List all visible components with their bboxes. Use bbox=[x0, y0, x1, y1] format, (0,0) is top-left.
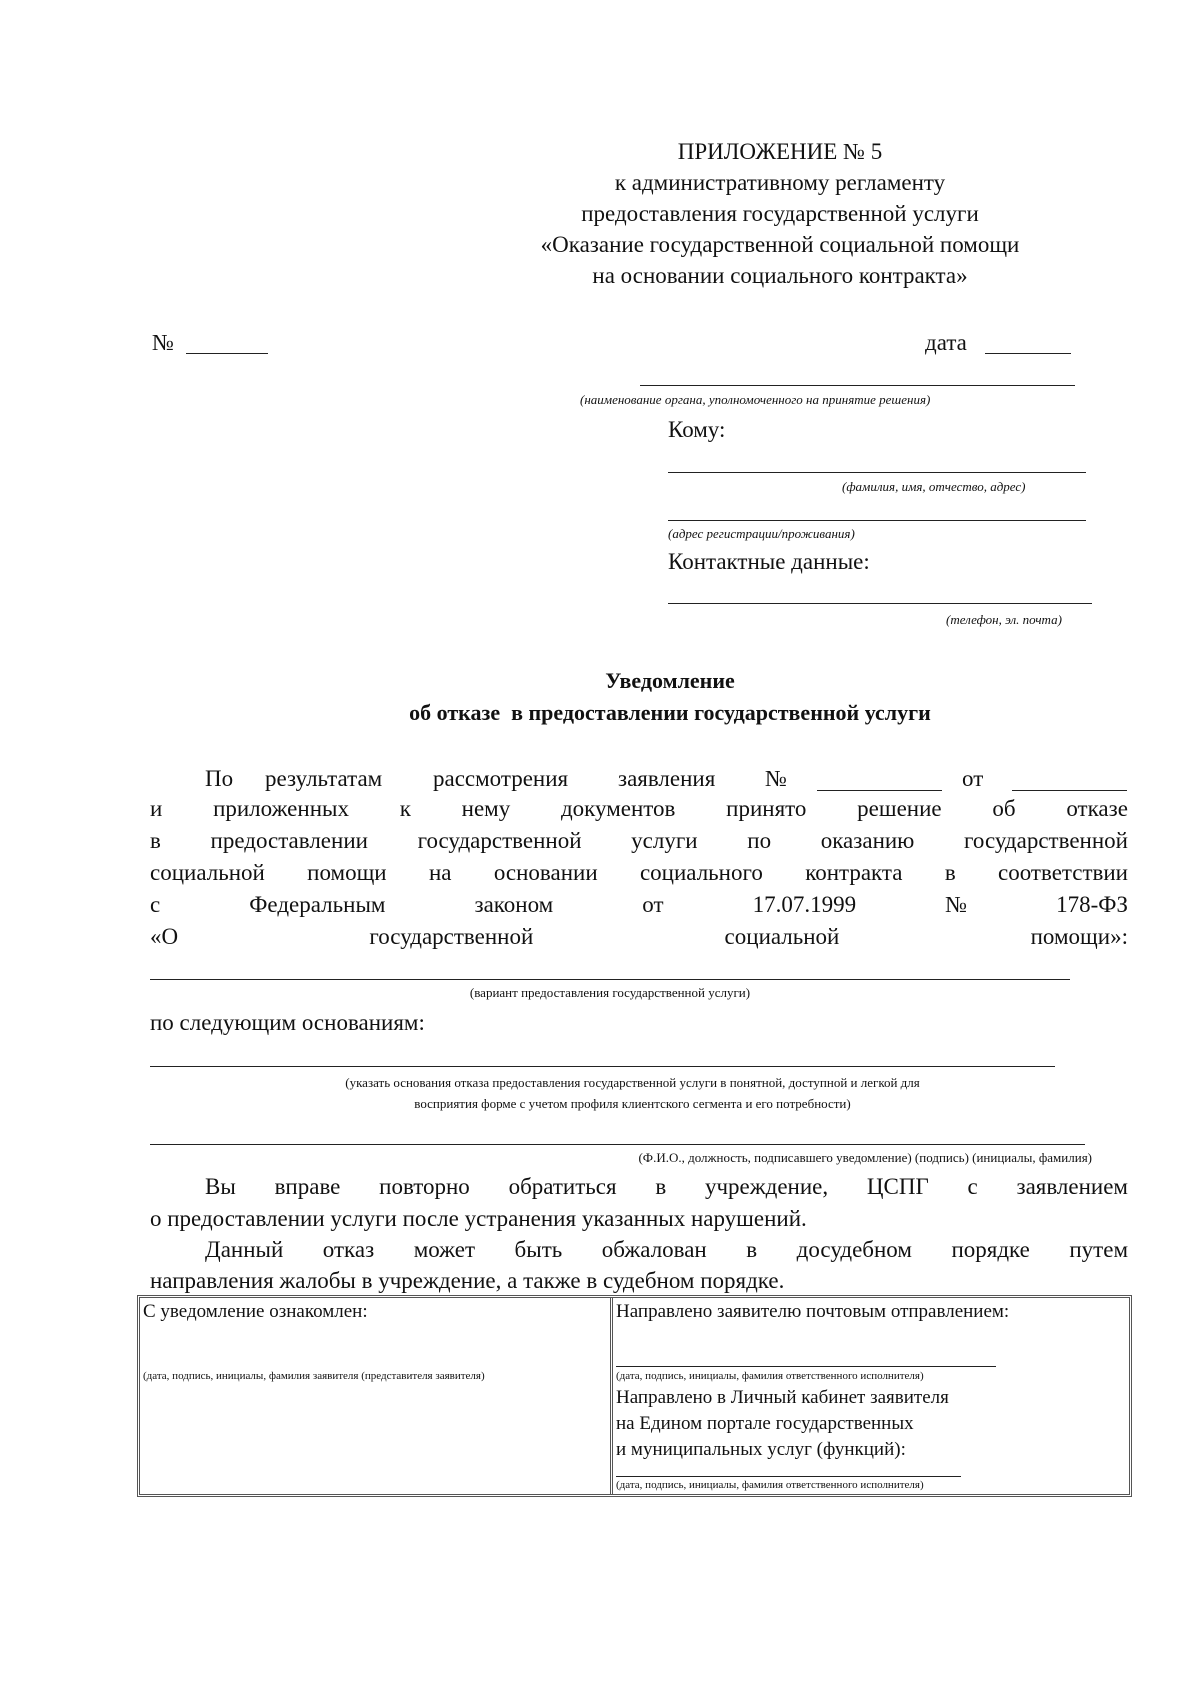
word: оказанию bbox=[820, 828, 915, 853]
word: принято bbox=[726, 796, 807, 821]
acknowledged-label: С уведомление ознакомлен: bbox=[143, 1301, 368, 1322]
word: № bbox=[945, 892, 968, 917]
application-date-field[interactable] bbox=[1012, 790, 1127, 791]
appeal-line-2: направления жалобы в учреждение, а также в судебном порядке. bbox=[150, 1268, 785, 1293]
table-cell-right bbox=[613, 1298, 1129, 1494]
body-line-3 bbox=[150, 828, 1128, 854]
annex-line-3: «Оказание государственной социальной помощи bbox=[540, 232, 1020, 257]
body-line-5 bbox=[150, 892, 1128, 918]
recipient-address-field[interactable] bbox=[668, 520, 1086, 521]
signer-field[interactable] bbox=[150, 1144, 1085, 1145]
signer-hint: (Ф.И.О., должность, подписавшего уведомление) (подпись) (инициалы, фамилия) bbox=[638, 1150, 1092, 1165]
word: в bbox=[944, 860, 956, 885]
date-label: дата bbox=[925, 330, 967, 355]
word: рассмотрения bbox=[433, 766, 569, 791]
word: предоставлении bbox=[210, 828, 368, 853]
word: «О bbox=[150, 924, 179, 949]
word: услуги bbox=[631, 828, 698, 853]
word: основании bbox=[493, 860, 598, 885]
notice-subtitle: об отказе в предоставлении государственной услуги bbox=[409, 700, 931, 725]
date-field[interactable] bbox=[985, 353, 1071, 354]
annex-line-2: предоставления государственной услуги bbox=[581, 201, 979, 226]
body-line-2 bbox=[150, 796, 1128, 822]
word: Федеральным bbox=[249, 892, 386, 917]
word: государственной bbox=[964, 828, 1128, 853]
word: результатам bbox=[265, 766, 383, 791]
word: на bbox=[428, 860, 452, 885]
number-field[interactable] bbox=[186, 353, 268, 354]
grounds-hint-1: (указать основания отказа предоставления государственной услуги в понятной, доступной и легкой для bbox=[345, 1075, 920, 1090]
cabinet-hint: (дата, подпись, инициалы, фамилия ответственного исполнителя) bbox=[616, 1479, 924, 1491]
grounds-label: по следующим основаниям: bbox=[150, 1010, 425, 1035]
word: решение bbox=[857, 796, 942, 821]
word: к bbox=[399, 796, 411, 821]
body-line-4 bbox=[150, 860, 1128, 886]
word: от bbox=[642, 892, 664, 917]
word: социального bbox=[639, 860, 763, 885]
cabinet-field[interactable] bbox=[616, 1476, 961, 1477]
word: государственной bbox=[417, 828, 582, 853]
contacts-field[interactable] bbox=[668, 603, 1092, 604]
grounds-field[interactable] bbox=[150, 1066, 1055, 1067]
body-line-6 bbox=[150, 924, 1128, 950]
delivery-table bbox=[137, 1295, 1132, 1497]
body-line-1 bbox=[205, 766, 1127, 796]
word: с bbox=[150, 892, 161, 917]
word: заявления bbox=[618, 766, 716, 791]
to-label: Кому: bbox=[668, 417, 726, 442]
word: помощи»: bbox=[1030, 924, 1128, 949]
acknowledged-hint: (дата, подпись, инициалы, фамилия заявителя (представителя заявителя) bbox=[143, 1370, 485, 1382]
contacts-label: Контактные данные: bbox=[668, 549, 870, 574]
word: по bbox=[747, 828, 772, 853]
word: нему bbox=[461, 796, 511, 821]
postal-field[interactable] bbox=[616, 1366, 996, 1367]
word: 178-ФЗ bbox=[1056, 892, 1128, 917]
annex-block bbox=[500, 136, 1060, 291]
word: приложенных bbox=[213, 796, 349, 821]
cabinet-line-3: и муниципальных услуг (функций): bbox=[616, 1439, 906, 1460]
recipient-address-hint: (адрес регистрации/проживания) bbox=[668, 526, 855, 541]
contacts-hint: (телефон, эл. почта) bbox=[946, 612, 1062, 627]
repeat-line-1: Вы вправе повторно обратиться в учреждение, ЦСПГ с заявлением bbox=[205, 1174, 1128, 1199]
postal-label: Направлено заявителю почтовым отправлением: bbox=[616, 1301, 1010, 1322]
repeat-line-2: о предоставлении услуги после устранения указанных нарушений. bbox=[150, 1206, 807, 1231]
annex-title: ПРИЛОЖЕНИЕ № 5 bbox=[677, 139, 883, 164]
notice-title: Уведомление bbox=[605, 668, 735, 693]
word: социальной bbox=[724, 924, 840, 949]
recipient-name-field[interactable] bbox=[668, 472, 1086, 473]
grounds-hint-2: восприятия форме с учетом профиля клиентского сегмента и его потребности) bbox=[414, 1096, 851, 1111]
org-hint: (наименование органа, уполномоченного на принятие решения) bbox=[580, 392, 931, 407]
application-number-field[interactable] bbox=[817, 790, 942, 791]
appeal-line-1: Данный отказ может быть обжалован в досудебном порядке путем bbox=[205, 1237, 1128, 1262]
variant-hint: (вариант предоставления государственной услуги) bbox=[469, 985, 751, 1000]
word: 17.07.1999 bbox=[752, 892, 857, 917]
recipient-name-hint: (фамилия, имя, отчество, адрес) bbox=[842, 479, 1026, 494]
table-cell-left bbox=[140, 1298, 613, 1494]
word: помощи bbox=[307, 860, 387, 885]
word: от bbox=[962, 766, 984, 791]
number-label: № bbox=[152, 330, 174, 355]
postal-hint: (дата, подпись, инициалы, фамилия ответственного исполнителя) bbox=[616, 1370, 924, 1382]
word: государственной bbox=[369, 924, 534, 949]
cabinet-line-1: Направлено в Личный кабинет заявителя bbox=[616, 1387, 949, 1408]
word: № bbox=[765, 766, 787, 791]
word: отказе bbox=[1066, 796, 1128, 821]
cabinet-line-2: на Едином портале государственных bbox=[616, 1413, 914, 1434]
variant-field[interactable] bbox=[150, 979, 1070, 980]
word: документов bbox=[560, 796, 676, 821]
word: контракта bbox=[805, 860, 903, 885]
word: социальной bbox=[150, 860, 265, 885]
word: По bbox=[205, 766, 234, 791]
word: об bbox=[992, 796, 1016, 821]
word: и bbox=[150, 796, 163, 821]
word: соответствии bbox=[998, 860, 1128, 885]
org-field[interactable] bbox=[640, 385, 1075, 386]
word: законом bbox=[474, 892, 554, 917]
annex-line-4: на основании социального контракта» bbox=[592, 263, 968, 288]
annex-line-1: к административному регламенту bbox=[614, 170, 946, 195]
word: в bbox=[150, 828, 161, 853]
